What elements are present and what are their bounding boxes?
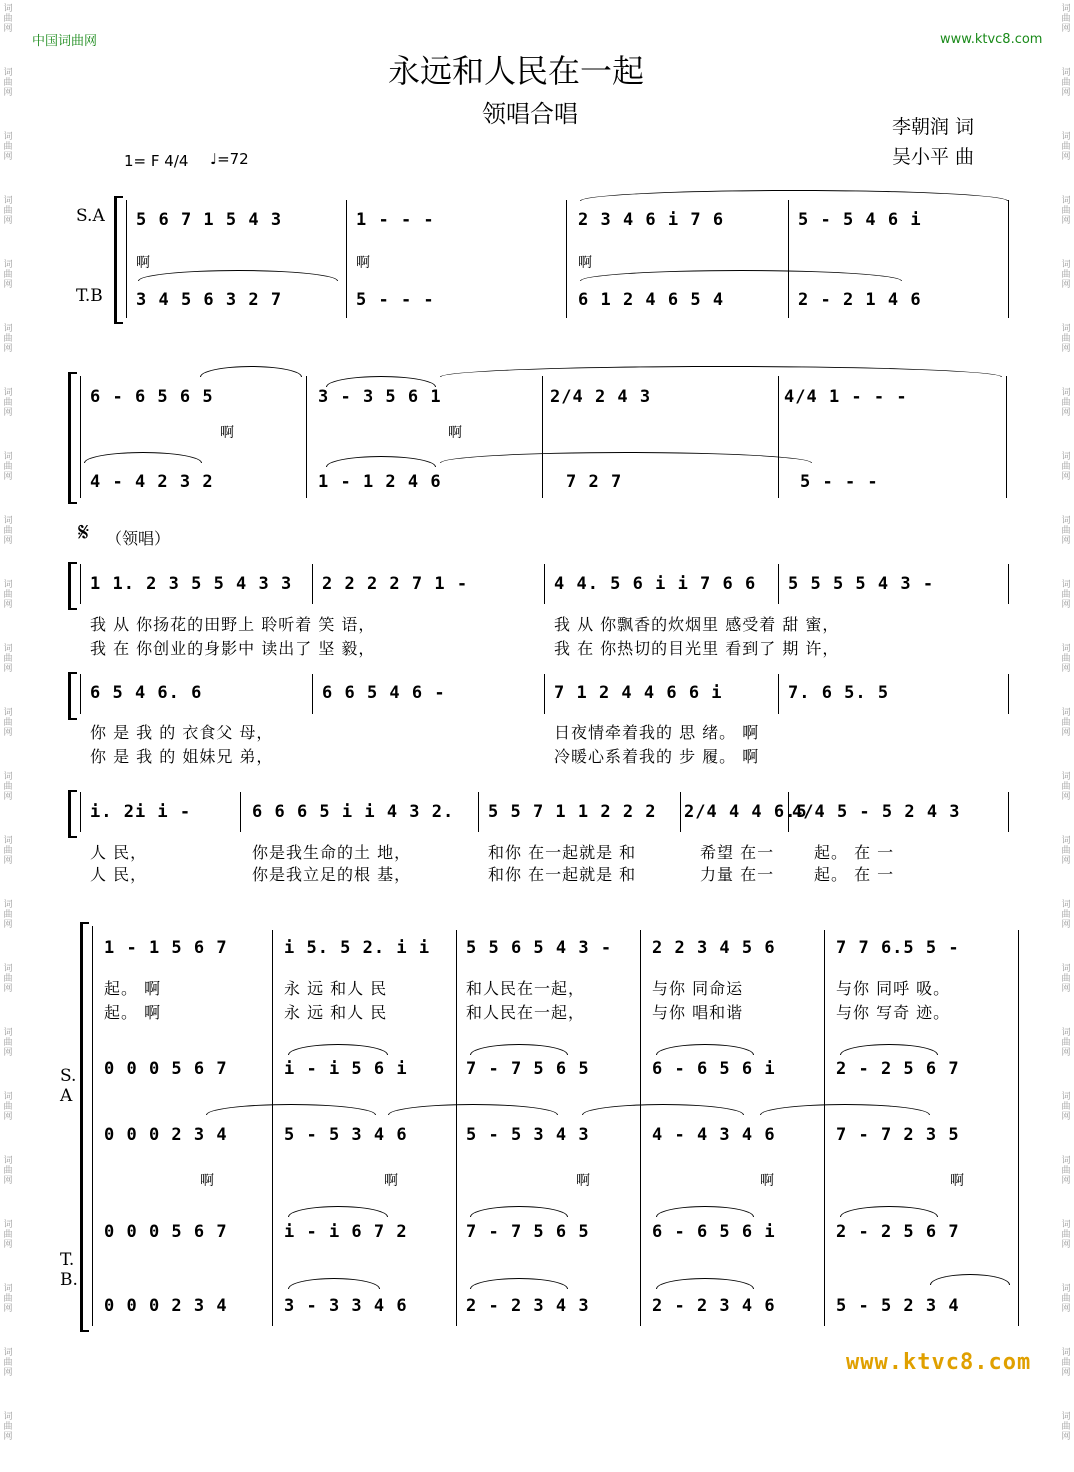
soprano-measure: i - i 5 6 i xyxy=(284,1059,408,1079)
tenor-measure: 2 - 2 5 6 7 xyxy=(836,1222,960,1242)
lyric-line: 和人民在一起， xyxy=(466,1003,586,1022)
footer-logo-text: www.ktvc8.com xyxy=(846,1350,1032,1375)
part-label-sa: S. A xyxy=(60,1066,77,1106)
part-label-tb: T.B xyxy=(76,286,103,306)
barline xyxy=(1008,200,1009,318)
footer-site-logo[interactable] xyxy=(846,1350,1031,1375)
side-watermark-text: 词 曲 网 xyxy=(3,196,13,226)
side-watermark-text: 词 曲 网 xyxy=(3,516,13,546)
side-watermark-text: 词 曲 网 xyxy=(3,1028,13,1058)
barline xyxy=(778,564,779,604)
solo-label: （领唱） xyxy=(106,529,171,548)
alto-measure: 5 - 5 3 4 3 xyxy=(466,1125,590,1145)
bass-measure: 3 - 3 3 4 6 xyxy=(284,1296,408,1316)
barline xyxy=(272,930,273,1326)
song-title: 永远和人民在一起 xyxy=(388,52,645,90)
side-watermark-text: 词 曲 网 xyxy=(1061,836,1071,866)
sa-measure: 2 3 4 6 i 7 6 xyxy=(578,210,725,230)
segno-sign: 𝄋 xyxy=(78,518,90,548)
tb-measure: 4 - 4 2 3 2 xyxy=(90,472,214,492)
bass-measure: 2 - 2 3 4 3 xyxy=(466,1296,590,1316)
side-watermark-text: 词 曲 网 xyxy=(1061,1028,1071,1058)
barline xyxy=(680,792,681,832)
barline xyxy=(778,674,779,714)
side-watermark-text: 词 曲 网 xyxy=(3,388,13,418)
lead-measure: 1 - 1 5 6 7 xyxy=(104,938,228,958)
lyric-line: 我 在 你创业的身影中 读出了 坚 毅， xyxy=(90,639,376,658)
barline xyxy=(80,674,81,714)
barline xyxy=(1018,930,1019,1326)
side-watermark-text: 词 曲 网 xyxy=(1061,708,1071,738)
side-watermark-text: 词 曲 网 xyxy=(1061,516,1071,546)
slur xyxy=(288,1206,388,1217)
side-watermark-text: 词 曲 网 xyxy=(1061,644,1071,674)
sa-measure: 3 - 3 5 6 1 xyxy=(318,387,442,407)
lyric-line: 你 是 我 的 衣食父 母， xyxy=(90,723,274,742)
lyric-line: 起。 啊 xyxy=(104,1003,162,1022)
side-watermark-text: 词 曲 网 xyxy=(3,644,13,674)
part-label-tb: T. B. xyxy=(60,1250,78,1290)
slur xyxy=(656,1278,754,1289)
side-watermark-text: 词 曲 网 xyxy=(3,900,13,930)
slur xyxy=(288,1278,380,1289)
lyric-line: 永 远 和人 民 xyxy=(284,1003,388,1022)
slur xyxy=(580,190,1008,201)
sa-measure: 5 6 7 1 5 4 3 xyxy=(136,210,283,230)
side-watermark-text: 词 曲 网 xyxy=(3,772,13,802)
lyric-line: 与你 同呼 吸。 xyxy=(836,979,951,998)
lyric-line: 希望 在一 xyxy=(700,843,775,862)
barline xyxy=(788,200,789,318)
system-bracket xyxy=(114,196,123,324)
bass-measure: 2 - 2 3 4 6 xyxy=(652,1296,776,1316)
soprano-measure: 2 - 2 5 6 7 xyxy=(836,1059,960,1079)
sa-measure: 5 - 5 4 6 i xyxy=(798,210,922,230)
lyric-line: 力量 在一 xyxy=(700,865,775,884)
side-watermark-text: 词 曲 网 xyxy=(3,1220,13,1250)
barline xyxy=(640,930,641,1326)
side-watermark-text: 词 曲 网 xyxy=(3,1348,13,1378)
sa-measure: 1 - - - xyxy=(356,210,435,230)
lyric-line: 与你 写奇 迹。 xyxy=(836,1003,951,1022)
syllable-ah: 啊 xyxy=(384,1173,398,1189)
system-bracket xyxy=(68,372,77,504)
side-watermark-text: 词 曲 网 xyxy=(3,1092,13,1122)
tb-measure: 6 1 2 4 6 5 4 xyxy=(578,290,725,310)
side-watermark-text: 词 曲 网 xyxy=(1061,1412,1071,1442)
lead-measure: 2 2 3 4 5 6 xyxy=(652,938,776,958)
lyric-line: 起。 在 一 xyxy=(814,865,895,884)
solo-measure: 4/4 5 - 5 2 4 3 xyxy=(792,802,961,822)
barline xyxy=(312,674,313,714)
side-watermark-text: 词 曲 网 xyxy=(1061,132,1071,162)
slur xyxy=(582,1104,744,1115)
syllable-ah: 啊 xyxy=(760,1173,774,1189)
solo-measure: 2 2 2 2 7 1 - xyxy=(322,574,469,594)
solo-measure: 6 6 6 5 i i 4 3 2. xyxy=(252,802,455,822)
barline xyxy=(542,376,543,498)
part-label-sa: S.A xyxy=(76,206,105,226)
barline xyxy=(566,200,567,318)
side-watermark-text: 词 曲 网 xyxy=(1061,1220,1071,1250)
side-watermark-text: 词 曲 网 xyxy=(3,1156,13,1186)
barline xyxy=(126,200,127,318)
lyric-line: 与你 唱和谐 xyxy=(652,1003,744,1022)
slur xyxy=(138,270,338,281)
barline xyxy=(456,930,457,1326)
side-watermark-text: 词 曲 网 xyxy=(3,964,13,994)
solo-measure: 2/4 4 4 6.5 xyxy=(684,802,808,822)
side-watermark-text: 词 曲 网 xyxy=(3,324,13,354)
side-watermark-text: 词 曲 网 xyxy=(3,4,13,34)
slur xyxy=(470,1278,568,1289)
syllable-ah: 啊 xyxy=(448,425,462,441)
syllable-ah: 啊 xyxy=(356,255,370,271)
tb-measure: 5 - - - xyxy=(356,290,435,310)
barline xyxy=(778,376,779,498)
tenor-measure: 0 0 0 5 6 7 xyxy=(104,1222,228,1242)
soprano-measure: 0 0 0 5 6 7 xyxy=(104,1059,228,1079)
site-name-left[interactable]: 中国词曲网 xyxy=(32,34,98,49)
bass-measure: 0 0 0 2 3 4 xyxy=(104,1296,228,1316)
barline xyxy=(306,376,307,498)
side-watermark-text: 词 曲 网 xyxy=(3,68,13,98)
side-watermark-text: 词 曲 网 xyxy=(1061,1156,1071,1186)
lyricist-credit: 李朝润 词 xyxy=(892,116,975,138)
soprano-measure: 6 - 6 5 6 i xyxy=(652,1059,776,1079)
barline xyxy=(1008,674,1009,714)
lyric-line: 我 在 你热切的目光里 看到了 期 许， xyxy=(554,639,840,658)
solo-measure: 7. 6 5. 5 xyxy=(788,683,890,703)
syllable-ah: 啊 xyxy=(578,255,592,271)
barline xyxy=(92,926,93,1326)
soprano-measure: 7 - 7 5 6 5 xyxy=(466,1059,590,1079)
slur xyxy=(470,1206,568,1217)
tb-measure: 5 - - - xyxy=(800,472,879,492)
side-watermark-text: 词 曲 网 xyxy=(3,708,13,738)
lyric-line: 我 从 你飘香的炊烟里 感受着 甜 蜜， xyxy=(554,615,840,634)
solo-measure: 5 5 5 5 4 3 - xyxy=(788,574,935,594)
lyric-line: 永 远 和人 民 xyxy=(284,979,388,998)
lead-measure: 7 7 6.5 5 - xyxy=(836,938,960,958)
side-watermark-text: 词 曲 网 xyxy=(1061,1348,1071,1378)
side-watermark-text: 词 曲 网 xyxy=(1061,4,1071,34)
barline xyxy=(240,792,241,832)
alto-measure: 5 - 5 3 4 6 xyxy=(284,1125,408,1145)
tb-measure: 2 - 2 1 4 6 xyxy=(798,290,922,310)
barline xyxy=(80,792,81,832)
alto-measure: 0 0 0 2 3 4 xyxy=(104,1125,228,1145)
composer-credit: 吴小平 曲 xyxy=(892,146,975,168)
syllable-ah: 啊 xyxy=(136,255,150,271)
side-watermark-text: 词 曲 网 xyxy=(1061,452,1071,482)
sa-measure: 6 - 6 5 6 5 xyxy=(90,387,214,407)
slur xyxy=(760,1104,930,1115)
lead-measure: i 5. 5 2. i i xyxy=(284,938,431,958)
side-watermark-text: 词 曲 网 xyxy=(1061,1284,1071,1314)
side-watermark-text: 词 曲 网 xyxy=(3,1412,13,1442)
slur xyxy=(840,1044,938,1055)
side-watermark-text: 词 曲 网 xyxy=(1061,964,1071,994)
side-watermark-text: 词 曲 网 xyxy=(1061,580,1071,610)
side-watermark-text: 词 曲 网 xyxy=(1061,68,1071,98)
lyric-line: 和你 在一起就是 和 xyxy=(488,865,637,884)
barline xyxy=(80,376,81,498)
lyric-line: 你是我立足的根 基， xyxy=(252,865,412,884)
barline xyxy=(1008,792,1009,832)
slur xyxy=(656,1044,754,1055)
lyric-line: 你 是 我 的 姐妹兄 弟， xyxy=(90,747,274,766)
tenor-measure: 6 - 6 5 6 i xyxy=(652,1222,776,1242)
lead-measure: 5 5 6 5 4 3 - xyxy=(466,938,613,958)
barline xyxy=(80,564,81,604)
lyric-line: 日夜情牵着我的 思 绪。 啊 xyxy=(554,723,760,742)
lyric-line: 人 民， xyxy=(90,843,148,862)
tb-measure: 7 2 7 xyxy=(566,472,623,492)
slur xyxy=(326,456,436,467)
syllable-ah: 啊 xyxy=(950,1173,964,1189)
solo-measure: 4 4. 5 6 i i 7 6 6 xyxy=(554,574,757,594)
side-watermark-text: 词 曲 网 xyxy=(1061,388,1071,418)
song-subtitle: 领唱合唱 xyxy=(482,100,578,128)
tenor-measure: i - i 6 7 2 xyxy=(284,1222,408,1242)
lyric-line: 起。 在 一 xyxy=(814,843,895,862)
bass-measure: 5 - 5 2 3 4 xyxy=(836,1296,960,1316)
side-watermark-text: 词 曲 网 xyxy=(1061,324,1071,354)
barline xyxy=(478,792,479,832)
side-watermark-text: 词 曲 网 xyxy=(1061,900,1071,930)
side-watermark-text: 词 曲 网 xyxy=(3,132,13,162)
lyric-line: 人 民， xyxy=(90,865,148,884)
solo-measure: 1 1. 2 3 5 5 4 3 3 xyxy=(90,574,293,594)
tempo-marking: ♩=72 xyxy=(210,150,249,168)
syllable-ah: 啊 xyxy=(220,425,234,441)
slur xyxy=(440,366,1002,377)
barline xyxy=(312,564,313,604)
lyric-line: 和你 在一起就是 和 xyxy=(488,843,637,862)
slur xyxy=(200,366,302,377)
alto-measure: 7 - 7 2 3 5 xyxy=(836,1125,960,1145)
barline xyxy=(544,674,545,714)
side-watermark-left xyxy=(0,0,16,1442)
solo-measure: 7 1 2 4 4 6 6 i xyxy=(554,683,723,703)
lyric-line: 冷暖心系着我的 步 履。 啊 xyxy=(554,747,760,766)
solo-measure: 5 5 7 1 1 2 2 2 xyxy=(488,802,657,822)
lyric-line: 与你 同命运 xyxy=(652,979,744,998)
syllable-ah: 啊 xyxy=(200,1173,214,1189)
solo-measure: i. 2i i - xyxy=(90,802,192,822)
slur xyxy=(288,1044,388,1055)
system-bracket xyxy=(68,562,77,610)
barline xyxy=(544,564,545,604)
slur xyxy=(580,270,902,281)
system-bracket xyxy=(68,672,77,720)
slur xyxy=(440,452,812,463)
syllable-ah: 啊 xyxy=(576,1173,590,1189)
slur xyxy=(656,1206,754,1217)
lyric-line: 我 从 你扬花的田野上 聆听着 笑 语， xyxy=(90,615,376,634)
lyric-line: 你是我生命的土 地， xyxy=(252,843,412,862)
sa-measure: 2/4 2 4 3 xyxy=(550,387,652,407)
site-url-right[interactable]: www.ktvc8.com xyxy=(940,32,1043,47)
solo-measure: 6 6 5 4 6 - xyxy=(322,683,446,703)
barline xyxy=(346,200,347,318)
slur xyxy=(470,1044,568,1055)
system-bracket xyxy=(80,922,89,1332)
tenor-measure: 7 - 7 5 6 5 xyxy=(466,1222,590,1242)
side-watermark-right xyxy=(1058,0,1074,1442)
solo-measure: 6 5 4 6. 6 xyxy=(90,683,203,703)
side-watermark-text: 词 曲 网 xyxy=(3,836,13,866)
lyric-line: 起。 啊 xyxy=(104,979,162,998)
slur xyxy=(930,1274,1010,1285)
barline xyxy=(824,930,825,1326)
sa-measure: 4/4 1 - - - xyxy=(784,387,908,407)
side-watermark-text: 词 曲 网 xyxy=(1061,196,1071,226)
side-watermark-text: 词 曲 网 xyxy=(3,580,13,610)
side-watermark-text: 词 曲 网 xyxy=(1061,1092,1071,1122)
slur xyxy=(326,376,436,387)
system-bracket xyxy=(68,790,77,838)
slur xyxy=(84,452,202,463)
side-watermark-text: 词 曲 网 xyxy=(1061,260,1071,290)
slur xyxy=(206,1104,376,1115)
side-watermark-text: 词 曲 网 xyxy=(3,452,13,482)
tb-measure: 3 4 5 6 3 2 7 xyxy=(136,290,283,310)
tb-measure: 1 - 1 2 4 6 xyxy=(318,472,442,492)
barline xyxy=(1008,564,1009,604)
barline xyxy=(1006,376,1007,498)
key-signature: 1= F 4/4 xyxy=(124,152,189,170)
side-watermark-text: 词 曲 网 xyxy=(3,1284,13,1314)
alto-measure: 4 - 4 3 4 6 xyxy=(652,1125,776,1145)
side-watermark-text: 词 曲 网 xyxy=(3,260,13,290)
slur xyxy=(388,1104,558,1115)
slur xyxy=(840,1206,938,1217)
lyric-line: 和人民在一起， xyxy=(466,979,586,998)
side-watermark-text: 词 曲 网 xyxy=(1061,772,1071,802)
